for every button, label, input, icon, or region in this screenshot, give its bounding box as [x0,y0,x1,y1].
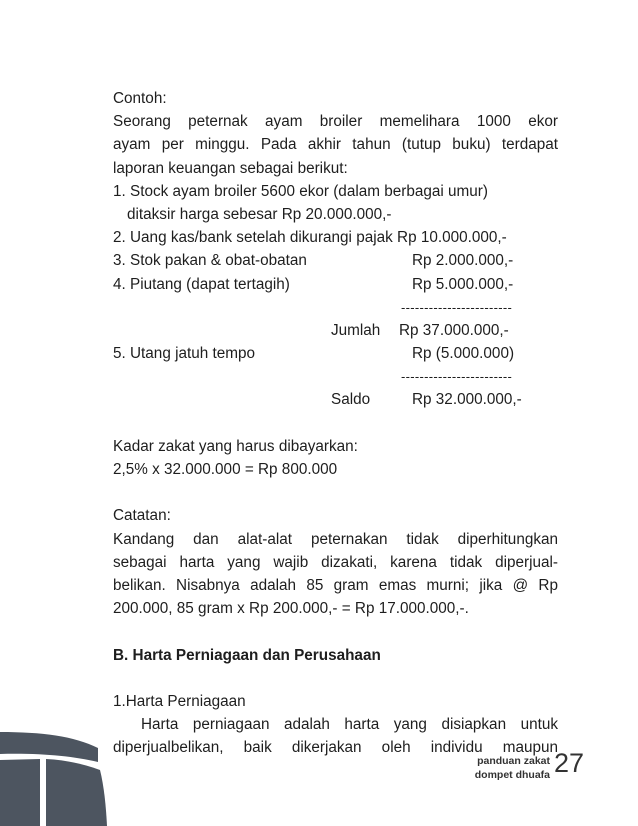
total-amount: Rp 37.000.000,- [399,321,509,339]
item-3-amount: Rp 2.000.000,- [412,252,514,270]
item-4-label: 4. Piutang (dapat tertagih) [113,275,290,293]
section-b-title: B. Harta Perniagaan dan Perusahaan [113,646,381,664]
item-3-row [113,249,558,272]
section-b-line-1: Harta perniagaan adalah harta yang disiapkan untuk [141,716,558,734]
item-5-amount: Rp (5.000.000) [412,345,515,363]
note-heading: Catatan: [113,507,171,525]
section-b-subheading: 1.Harta Perniagaan [113,692,246,710]
decor-shape-right [46,759,107,826]
note-line-2: sebagai harta yang wajib dizakati, karena tidak diperjual- [113,553,558,571]
total-row [113,319,558,342]
intro-line-3: laporan keuangan sebagai berikut: [113,159,348,177]
item-1-line-1: 1. Stock ayam broiler 5600 ekor (dalam berbagai umur) [113,182,488,200]
intro-line-2: ayam per minggu. Pada akhir tahun (tutup buku) terdapat [113,136,558,154]
page-number: 27 [554,748,585,778]
total-label: Jumlah [331,321,381,339]
separator-line: ------------------------ [401,299,513,315]
separator-line: ------------------------ [401,369,513,385]
item-5-row [113,342,558,365]
balance-label: Saldo [331,391,371,409]
separator-row-1 [113,296,558,319]
item-2: 2. Uang kas/bank setelah dikurangi pajak Rp 10.000.000,- [113,229,507,247]
zakat-formula: 2,5% x 32.000.000 = Rp 800.000 [113,461,338,478]
balance-amount: Rp 32.000.000,- [412,391,522,409]
corner-decoration-graphic [0,726,112,826]
item-4-amount: Rp 5.000.000,- [412,275,514,293]
footer-book-title [466,754,550,782]
item-1-line-2: ditaksir harga sebesar Rp 20.000.000,- [127,205,392,223]
balance-row [113,388,558,411]
item-3-label: 3. Stok pakan & obat-obatan [113,252,307,270]
item-5-label: 5. Utang jatuh tempo [113,345,256,363]
footer-line-2: dompet dhuafa [474,769,550,781]
footer-line-1: panduan zakat [477,755,550,767]
zakat-heading: Kadar zakat yang harus dibayarkan: [113,437,358,455]
separator-row-2 [113,365,558,388]
page-body [113,87,558,759]
item-4-row [113,273,558,296]
decor-shape-left [0,759,40,826]
note-line-4: 200.000, 85 gram x Rp 200.000,- = Rp 17.000.000,-. [113,600,469,618]
note-line-1: Kandang dan alat-alat peternakan tidak diperhitungkan [113,530,558,548]
decor-shape-top [0,732,98,762]
section-b-line-2: diperjualbelikan, baik dikerjakan oleh individu maupun [113,739,558,757]
intro-line-1: Seorang peternak ayam broiler memelihara 1000 ekor [113,113,558,131]
note-line-3: belikan. Nisabnya adalah 85 gram emas murni; jika @ Rp [113,576,558,594]
example-heading: Contoh: [113,90,167,107]
